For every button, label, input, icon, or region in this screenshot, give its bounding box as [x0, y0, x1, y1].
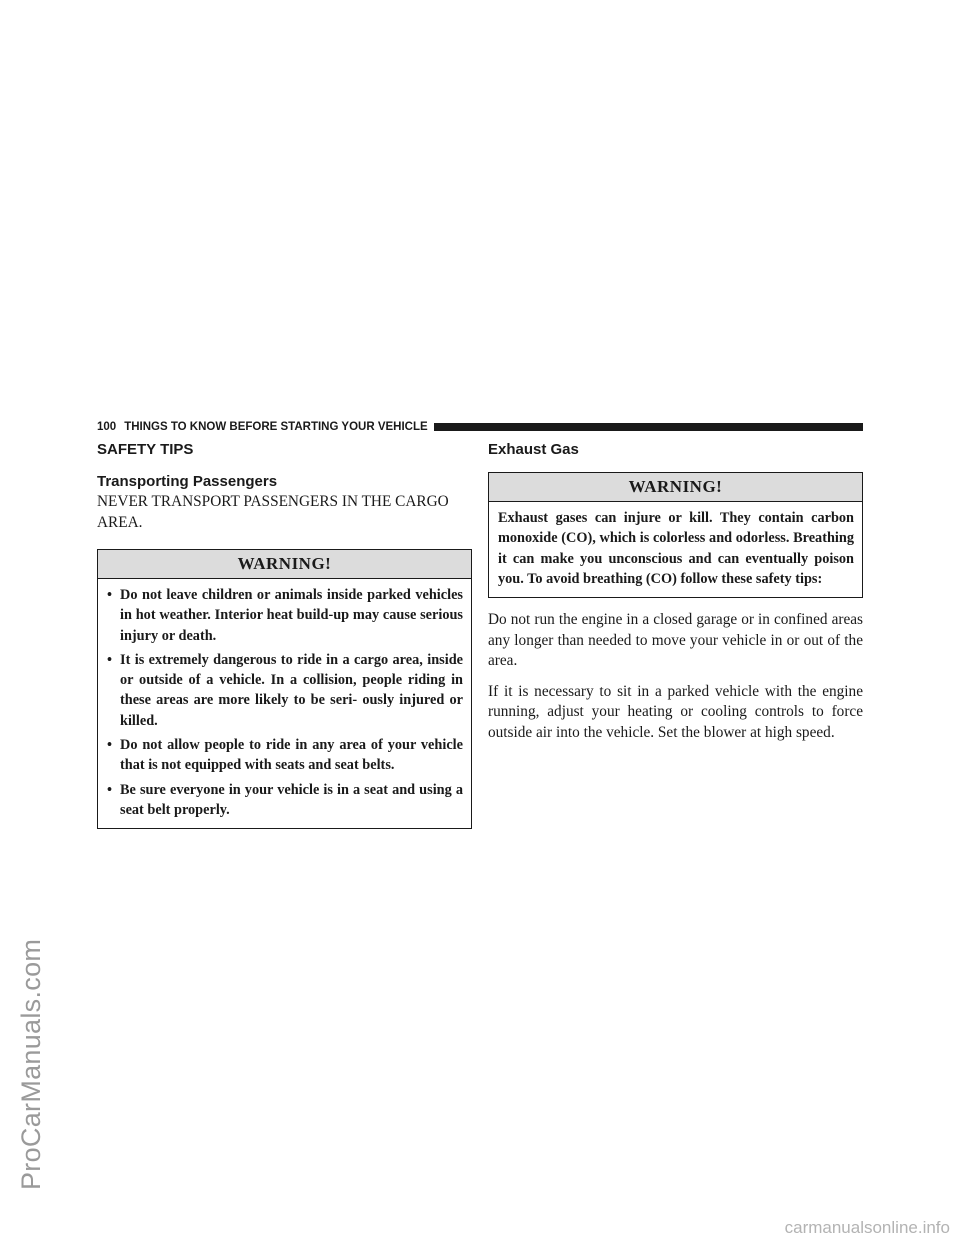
warning-item-text: Be sure everyone in your vehicle is in a seat and using a seat belt properly. [120, 781, 463, 818]
warning-list-item [107, 780, 463, 821]
warning-box-exhaust [488, 472, 863, 598]
bullet-icon: • [107, 587, 113, 603]
subheading-exhaust-gas: Exhaust Gas [488, 441, 579, 458]
warning-list-item [107, 735, 463, 776]
warning-body [489, 502, 862, 597]
intro-paragraph: NEVER TRANSPORT PASSENGERS IN THE CARGO AREA. [97, 493, 449, 531]
warning-item-text: It is extremely dangerous to ride in a cargo area, inside or outside of a vehicle. In a collision, people riding in these areas are more likely to be seri- ously injured or killed. [120, 651, 463, 729]
running-section-title: THINGS TO KNOW BEFORE STARTING YOUR VEHICLE [124, 421, 428, 433]
header-rule [434, 423, 863, 431]
side-watermark [6, 860, 46, 1190]
warning-list [107, 585, 463, 820]
warning-box-passengers [97, 549, 472, 829]
side-watermark-text: ProCarManuals.com [16, 938, 46, 1190]
warning-body [98, 579, 471, 828]
subheading-transporting-passengers: Transporting Passengers [97, 473, 278, 490]
bullet-icon: • [107, 781, 113, 798]
warning-title: WARNING! [98, 550, 471, 579]
bottom-watermark: carmanualsonline.info [784, 1218, 950, 1237]
right-column [488, 440, 863, 743]
body-paragraph: Do not run the engine in a closed garage or in confined areas any longer than needed to move your vehicle in or out of the area. [488, 611, 863, 670]
page-number: 100 [97, 421, 117, 433]
section-heading: SAFETY TIPS [97, 441, 194, 458]
warning-item-text: Do not allow people to ride in any area of your vehicle that is not equipped with seats and seat belts. [120, 737, 463, 774]
bullet-icon: • [107, 651, 113, 668]
page-header [97, 419, 863, 435]
warning-list-item [107, 585, 463, 646]
warning-text: Exhaust gases can injure or kill. They contain carbon monoxide (CO), which is colorless and odorless. Breathing it can make you unconscious and can eventually poison you. To avoid breathing (CO) follow these safety tips: [498, 510, 854, 587]
bullet-icon: • [107, 737, 113, 754]
left-column [97, 440, 472, 829]
warning-list-item [107, 650, 463, 731]
warning-item-text: Do not leave children or animals inside parked vehicles in hot weather. Interior heat build-up may cause serious injury or death. [120, 587, 463, 644]
warning-title: WARNING! [489, 473, 862, 502]
body-paragraph: If it is necessary to sit in a parked vehicle with the engine running, adjust your heating or cooling controls to force outside air into the vehicle. Set the blower at high speed. [488, 682, 863, 741]
